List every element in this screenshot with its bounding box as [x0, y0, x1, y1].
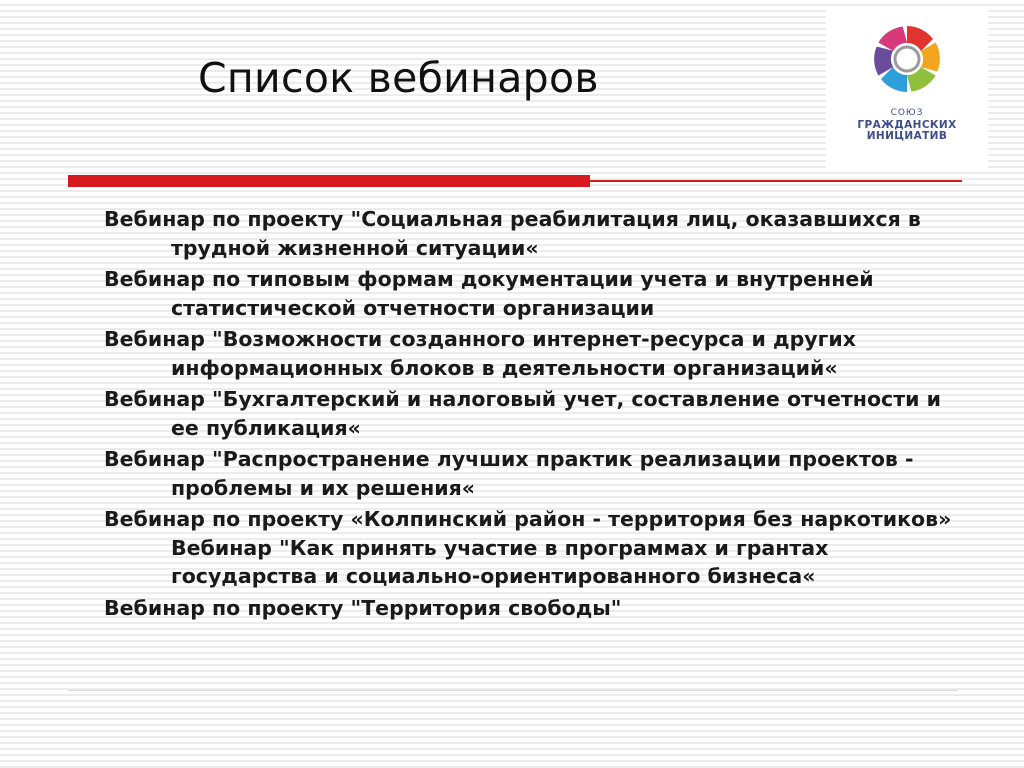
logo-text-line2: ГРАЖДАНСКИХ [857, 118, 957, 131]
logo-text-line3: ИНИЦИАТИВ [866, 130, 948, 142]
slide-title: Список вебинаров [198, 54, 599, 102]
webinar-item: Вебинар по проекту «Колпинский район - территория без наркотиков» Вебинар "Как принять участие в программах и грантах государства и социально-ориентированного бизнеса« [104, 507, 952, 588]
webinar-item: Вебинар "Распространение лучших практик реализации проектов - проблемы и их решения« [104, 447, 914, 500]
webinar-item: Вебинар по проекту "Социальная реабилитация лиц, оказавшихся в трудной жизненной ситуации« [104, 207, 921, 260]
logo-text [826, 108, 988, 143]
logo-emblem-icon [870, 22, 944, 96]
webinar-item: Вебинар "Возможности созданного интернет-ресурса и других информационных блоков в деятельности организаций« [104, 327, 856, 380]
webinar-list [104, 205, 964, 625]
title-underline-line [590, 180, 962, 182]
webinar-item: Вебинар по проекту "Территория свободы" [104, 595, 622, 620]
logo-text-line1: СОЮЗ [890, 108, 924, 118]
webinar-item: Вебинар "Бухгалтерский и налоговый учет, составление отчетности и ее публикация« [104, 387, 941, 440]
footer-divider [68, 690, 958, 691]
organization-logo [826, 10, 988, 168]
title-underline-bar [68, 175, 590, 187]
webinar-item: Вебинар по типовым формам документации учета и внутренней статистической отчетности организации [104, 267, 874, 320]
